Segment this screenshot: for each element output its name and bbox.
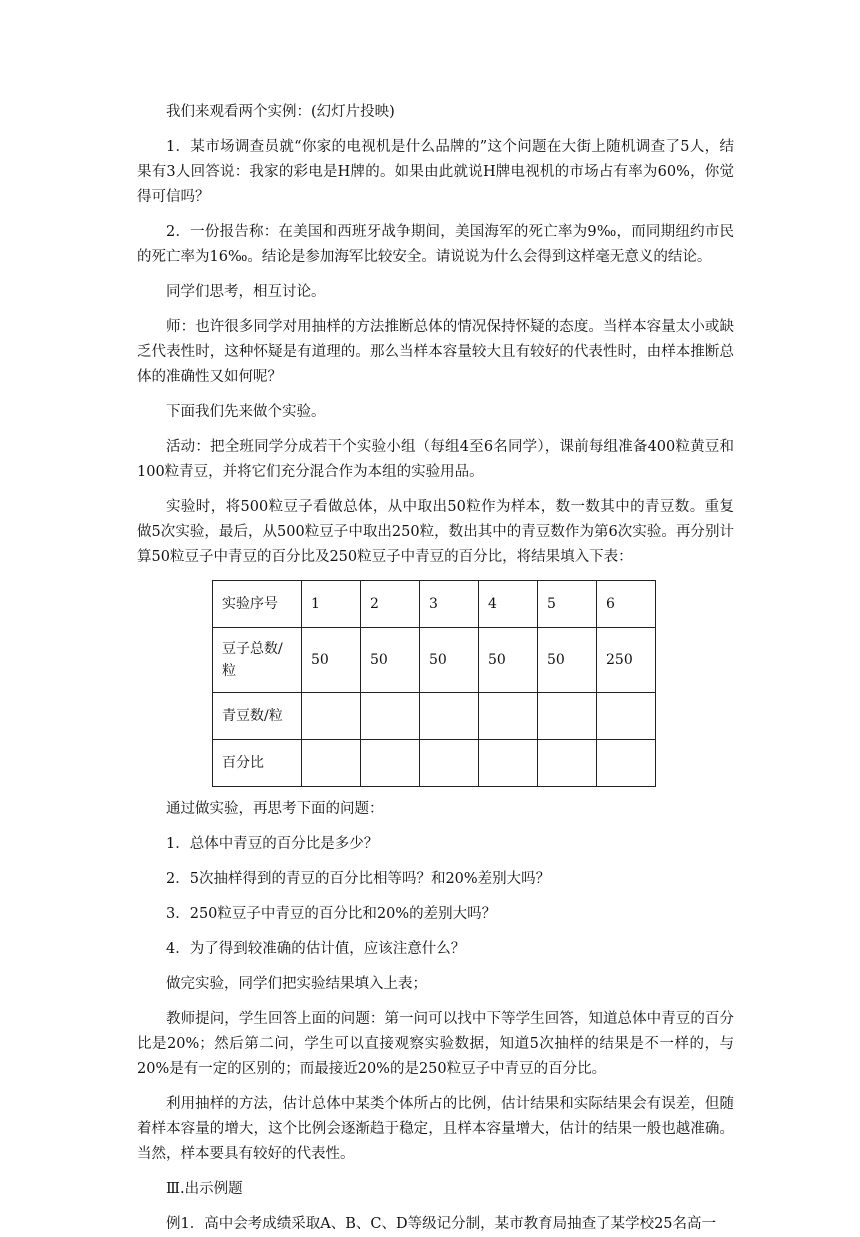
table-cell (597, 740, 656, 787)
table-cell: 5 (538, 581, 597, 628)
paragraph-conclusion: 利用抽样的方法，估计总体中某类个体所占的比例，估计结果和实际结果会有误差，但随着样本容量的增大，这个比例会逐渐趋于稳定，且样本容量增大，估计的结果一般也越准确。当然，样本要具有较好的代表性。 (137, 1096, 734, 1162)
table-row (213, 581, 656, 628)
table-cell: 6 (597, 581, 656, 628)
table-cell (302, 693, 361, 740)
experiment-table (212, 580, 656, 787)
table-cell: 百分比 (213, 740, 302, 787)
paragraph-activity: 活动：把全班同学分成若干个实验小组（每组4至6名同学），课前每组准备400粒黄豆和100粒青豆，并将它们充分混合作为本组的实验用品。 (137, 439, 734, 480)
table-cell: 2 (361, 581, 420, 628)
table-cell: 1 (302, 581, 361, 628)
table-cell (479, 693, 538, 740)
table-cell: 青豆数/粒 (213, 693, 302, 740)
paragraph-example-1: 1．某市场调查员就“你家的电视机是什么品牌的”这个问题在大街上随机调查了5人，结果有3人回答说：我家的彩电是H牌的。如果由此就说H牌电视机的市场占有率为60%，你觉得可信吗？ (137, 139, 734, 205)
table-cell: 50 (538, 628, 597, 693)
question-3: 3．250粒豆子中青豆的百分比和20%的差别大吗？ (166, 906, 497, 922)
table-cell (361, 740, 420, 787)
paragraph-experiment-intro: 下面我们先来做个实验。 (166, 404, 326, 420)
table-row (213, 628, 656, 693)
paragraph-experiment-steps: 实验时，将500粒豆子看做总体，从中取出50粒作为样本，数一数其中的青豆数。重复做5次实验，最后，从500粒豆子中取出250粒，数出其中的青豆数作为第6次实验。再分别计算50粒豆子中青豆的百分比及250粒豆子中青豆的百分比，将结果填入下表： (137, 499, 734, 565)
paragraph-example-2: 2．一份报告称：在美国和西班牙战争期间，美国海军的死亡率为9‰，而同期纽约市民的死亡率为16‰。结论是参加海军比较安全。请说说为什么会得到这样毫无意义的结论。 (137, 224, 734, 265)
paragraph-teacher-questions: 教师提问，学生回答上面的问题：第一问可以找中下等学生回答，知道总体中青豆的百分比是20%；然后第二问，学生可以直接观察实验数据，知道5次抽样的结果是不一样的，与20%是有一定的区别的；而最接近20%的是250粒豆子中青豆的百分比。 (137, 1011, 734, 1077)
table-cell (361, 693, 420, 740)
section-heading-examples: Ⅲ.出示例题 (166, 1181, 243, 1197)
table-row (213, 693, 656, 740)
table-cell (302, 740, 361, 787)
table-cell (538, 693, 597, 740)
table-cell: 4 (479, 581, 538, 628)
table-cell: 50 (361, 628, 420, 693)
table-cell (479, 740, 538, 787)
table-cell: 实验序号 (213, 581, 302, 628)
table-cell: 50 (479, 628, 538, 693)
table-cell: 豆子总数/粒 (213, 628, 302, 693)
question-2: 2．5次抽样得到的青豆的百分比相等吗？和20%差别大吗？ (166, 871, 551, 887)
paragraph-intro: 我们来观看两个实例：(幻灯片投映) (166, 104, 395, 120)
table-cell: 50 (302, 628, 361, 693)
table-row (213, 740, 656, 787)
table-cell (420, 693, 479, 740)
table-cell (538, 740, 597, 787)
table-cell: 3 (420, 581, 479, 628)
paragraph-questions-intro: 通过做实验，再思考下面的问题： (166, 801, 384, 817)
table-cell: 250 (597, 628, 656, 693)
question-1: 1．总体中青豆的百分比是多少？ (166, 836, 379, 852)
paragraph-example-problem: 例1．高中会考成绩采取A、B、C、D等级记分制，某市教育局抽查了某学校25名高一 (166, 1216, 717, 1232)
table-cell (597, 693, 656, 740)
paragraph-discussion: 同学们思考，相互讨论。 (166, 284, 326, 300)
table-cell (420, 740, 479, 787)
question-4: 4．为了得到较准确的估计值，应该注意什么？ (166, 941, 466, 957)
paragraph-fill-table: 做完实验，同学们把实验结果填入上表； (166, 976, 427, 992)
paragraph-teacher: 师：也许很多同学对用抽样的方法推断总体的情况保持怀疑的态度。当样本容量太小或缺乏代表性时，这种怀疑是有道理的。那么当样本容量较大且有较好的代表性时，由样本推断总体的准确性又如何呢？ (137, 319, 734, 385)
table-cell: 50 (420, 628, 479, 693)
